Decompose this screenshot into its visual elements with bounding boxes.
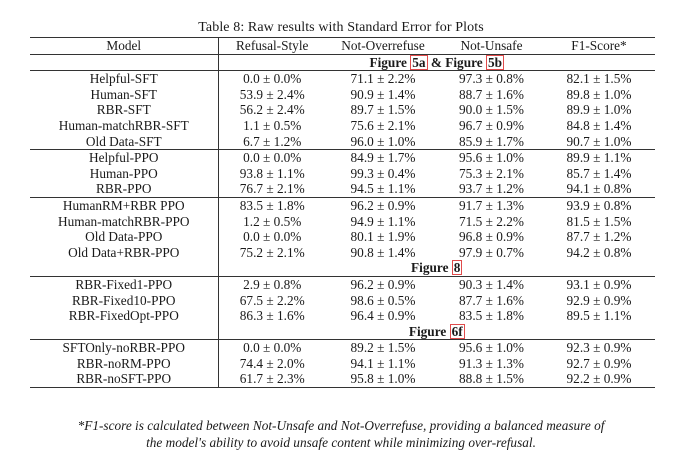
- cell-not-overrefuse: 90.8 ± 1.4%: [350, 244, 416, 260]
- cell-not-unsafe: 90.0 ± 1.5%: [459, 102, 524, 118]
- table-row: [30, 214, 655, 230]
- cell-model: Human-matchRBR-PPO: [30, 214, 218, 230]
- cell-not-unsafe: 95.6 ± 1.0%: [459, 150, 524, 166]
- table-caption: Table 8: Raw results with Standard Error for Plots: [198, 20, 484, 35]
- section-header-row: [30, 54, 655, 71]
- cell-refusal-style: 53.9 ± 2.4%: [239, 86, 305, 102]
- cell-not-unsafe: 90.3 ± 1.4%: [459, 276, 524, 292]
- section-title: [218, 260, 655, 276]
- col-header-model: Model: [30, 38, 218, 55]
- cell-not-unsafe: 96.8 ± 0.9%: [459, 229, 524, 245]
- table-row: [30, 308, 655, 324]
- cell-f1-score: 92.2 ± 0.9%: [543, 371, 655, 387]
- cell-model: RBR-Fixed10-PPO: [30, 293, 218, 309]
- figure-reference-link[interactable]: 8: [453, 260, 461, 276]
- cell-model: Old Data-SFT: [30, 134, 218, 150]
- cell-not-overrefuse: 96.4 ± 0.9%: [350, 308, 416, 324]
- cell-not-unsafe: 97.9 ± 0.7%: [459, 244, 524, 260]
- cell-f1-score: 87.7 ± 1.2%: [566, 229, 632, 245]
- table-row: [30, 340, 655, 356]
- section-title-prefix: Figure: [369, 54, 411, 70]
- cell-model: Human-matchRBR-SFT: [30, 118, 218, 134]
- section-model-cell: [30, 54, 218, 71]
- cell-refusal-style: 2.9 ± 0.8%: [243, 276, 302, 292]
- cell-refusal-style: 75.2 ± 2.1%: [239, 244, 305, 260]
- cell-not-overrefuse: 80.1 ± 1.9%: [350, 229, 416, 245]
- cell-refusal-style: 0.0 ± 0.0%: [243, 340, 302, 356]
- cell-refusal-style: 0.0 ± 0.0%: [243, 150, 302, 166]
- cell-not-unsafe: 71.5 ± 2.2%: [459, 213, 524, 229]
- section-header-row: [30, 260, 655, 276]
- cell-refusal-style: 0.0 ± 0.0%: [243, 229, 302, 245]
- cell-not-overrefuse: 96.2 ± 0.9%: [350, 276, 416, 292]
- footnote-line-2: the model's ability to avoid unsafe content while minimizing over-refusal.: [146, 434, 536, 450]
- cell-model: Helpful-PPO: [30, 150, 218, 166]
- cell-not-overrefuse: 99.3 ± 0.4%: [350, 165, 416, 181]
- cell-f1-score: 89.9 ± 1.0%: [566, 102, 632, 118]
- cell-not-overrefuse: 95.8 ± 1.0%: [326, 371, 440, 387]
- col-header-not-unsafe: Not-Unsafe: [440, 38, 543, 55]
- cell-not-unsafe: 91.7 ± 1.3%: [459, 197, 524, 213]
- cell-not-overrefuse: 96.0 ± 1.0%: [326, 134, 440, 150]
- footnote-line-1: *F1-score is calculated between Not-Unsafe and Not-Overrefuse, providing a balanced measure of: [77, 418, 605, 433]
- cell-f1-score: 92.9 ± 0.9%: [566, 292, 632, 308]
- section-model-cell: [30, 324, 218, 340]
- cell-not-unsafe: 88.8 ± 1.5%: [440, 371, 543, 387]
- cell-refusal-style: 56.2 ± 2.4%: [239, 102, 305, 118]
- cell-f1-score: 93.9 ± 0.8%: [566, 197, 632, 213]
- cell-not-overrefuse: 75.6 ± 2.1%: [350, 117, 416, 133]
- cell-not-overrefuse: 89.2 ± 1.5%: [350, 340, 416, 356]
- cell-not-overrefuse: 94.5 ± 1.1%: [326, 181, 440, 197]
- table-row: [30, 181, 655, 197]
- cell-model: Old Data+RBR-PPO: [30, 245, 218, 261]
- cell-model: Helpful-SFT: [30, 71, 218, 87]
- cell-not-overrefuse: 94.9 ± 1.1%: [350, 213, 416, 229]
- cell-f1-score: 90.7 ± 1.0%: [543, 134, 655, 150]
- cell-refusal-style: 1.1 ± 0.5%: [243, 117, 302, 133]
- cell-refusal-style: 67.5 ± 2.2%: [239, 292, 305, 308]
- cell-not-overrefuse: 94.1 ± 1.1%: [350, 355, 416, 371]
- cell-f1-score: 85.7 ± 1.4%: [566, 165, 632, 181]
- cell-f1-score: 82.1 ± 1.5%: [566, 71, 632, 87]
- table-row: [30, 71, 655, 87]
- cell-f1-score: 84.8 ± 1.4%: [566, 117, 632, 133]
- section-title: [218, 54, 655, 71]
- cell-not-unsafe: 93.7 ± 1.2%: [440, 181, 543, 197]
- section-header-row: [30, 324, 655, 340]
- table-row: [30, 371, 655, 387]
- figure-reference-link[interactable]: 6f: [451, 323, 463, 339]
- table-footnote: [0, 418, 682, 451]
- section-title-mid: & Figure: [427, 54, 486, 70]
- cell-f1-score: 94.2 ± 0.8%: [566, 244, 632, 260]
- col-header-refusal-style: Refusal-Style: [218, 38, 326, 55]
- cell-not-overrefuse: 84.9 ± 1.7%: [350, 150, 416, 166]
- cell-model: HumanRM+RBR PPO: [30, 197, 218, 213]
- cell-not-unsafe: 83.5 ± 1.8%: [459, 308, 524, 324]
- cell-f1-score: 94.1 ± 0.8%: [543, 181, 655, 197]
- results-table: [30, 37, 655, 388]
- cell-refusal-style: 93.8 ± 1.1%: [239, 165, 305, 181]
- cell-refusal-style: 0.0 ± 0.0%: [243, 71, 302, 87]
- cell-f1-score: 81.5 ± 1.5%: [566, 213, 632, 229]
- cell-refusal-style: 1.2 ± 0.5%: [243, 213, 302, 229]
- table-row: [30, 150, 655, 166]
- cell-not-overrefuse: 90.9 ± 1.4%: [350, 86, 416, 102]
- cell-model: RBR-Fixed1-PPO: [30, 276, 218, 292]
- table-row: [30, 118, 655, 134]
- figure-reference-link[interactable]: 5b: [487, 54, 503, 70]
- cell-not-unsafe: 91.3 ± 1.3%: [459, 355, 524, 371]
- table-body: [30, 54, 655, 387]
- cell-model: SFTOnly-noRBR-PPO: [30, 340, 218, 356]
- cell-model: Old Data-PPO: [30, 229, 218, 245]
- section-title: [218, 324, 655, 340]
- table-row: [30, 356, 655, 372]
- col-header-not-overrefuse: Not-Overrefuse: [326, 38, 440, 55]
- table-row: [30, 276, 655, 292]
- section-title-prefix: Figure: [411, 260, 452, 276]
- cell-refusal-style: 76.7 ± 2.1%: [218, 181, 326, 197]
- cell-model: RBR-SFT: [30, 102, 218, 118]
- cell-model: RBR-noRM-PPO: [30, 356, 218, 372]
- cell-model: Human-SFT: [30, 87, 218, 103]
- cell-refusal-style: 6.7 ± 1.2%: [218, 134, 326, 150]
- cell-f1-score: 92.7 ± 0.9%: [566, 355, 632, 371]
- cell-not-unsafe: 75.3 ± 2.1%: [459, 165, 524, 181]
- cell-f1-score: 89.5 ± 1.1%: [566, 308, 632, 324]
- cell-model: Human-PPO: [30, 166, 218, 182]
- table-row: [30, 166, 655, 182]
- cell-not-unsafe: 96.7 ± 0.9%: [459, 117, 524, 133]
- cell-f1-score: 89.9 ± 1.1%: [566, 150, 632, 166]
- figure-reference-link[interactable]: 5a: [412, 54, 426, 70]
- cell-f1-score: 92.3 ± 0.9%: [566, 340, 632, 356]
- cell-refusal-style: 86.3 ± 1.6%: [239, 308, 305, 324]
- cell-not-unsafe: 97.3 ± 0.8%: [459, 71, 524, 87]
- cell-not-unsafe: 87.7 ± 1.6%: [459, 292, 524, 308]
- cell-not-unsafe: 95.6 ± 1.0%: [459, 340, 524, 356]
- cell-not-unsafe: 85.9 ± 1.7%: [440, 134, 543, 150]
- cell-not-overrefuse: 71.1 ± 2.2%: [350, 71, 416, 87]
- cell-refusal-style: 74.4 ± 2.0%: [239, 355, 305, 371]
- section-title-prefix: Figure: [408, 323, 450, 339]
- table-row: [30, 293, 655, 309]
- cell-f1-score: 93.1 ± 0.9%: [566, 276, 632, 292]
- col-header-f1-score: F1-Score*: [543, 38, 655, 55]
- table-header-row: [30, 38, 655, 55]
- cell-f1-score: 89.8 ± 1.0%: [566, 86, 632, 102]
- cell-not-overrefuse: 98.6 ± 0.5%: [350, 292, 416, 308]
- cell-refusal-style: 61.7 ± 2.3%: [218, 371, 326, 387]
- section-model-cell: [30, 260, 218, 276]
- cell-not-unsafe: 88.7 ± 1.6%: [459, 86, 524, 102]
- table-row: [30, 245, 655, 261]
- cell-model: RBR-FixedOpt-PPO: [30, 308, 218, 324]
- table-row: [30, 87, 655, 103]
- cell-not-overrefuse: 89.7 ± 1.5%: [350, 102, 416, 118]
- table-row: [30, 134, 655, 150]
- cell-refusal-style: 83.5 ± 1.8%: [239, 197, 305, 213]
- table-row: [30, 197, 655, 213]
- cell-not-overrefuse: 96.2 ± 0.9%: [350, 197, 416, 213]
- cell-model: RBR-PPO: [30, 181, 218, 197]
- cell-model: RBR-noSFT-PPO: [30, 371, 218, 387]
- table-row: [30, 229, 655, 245]
- table-row: [30, 102, 655, 118]
